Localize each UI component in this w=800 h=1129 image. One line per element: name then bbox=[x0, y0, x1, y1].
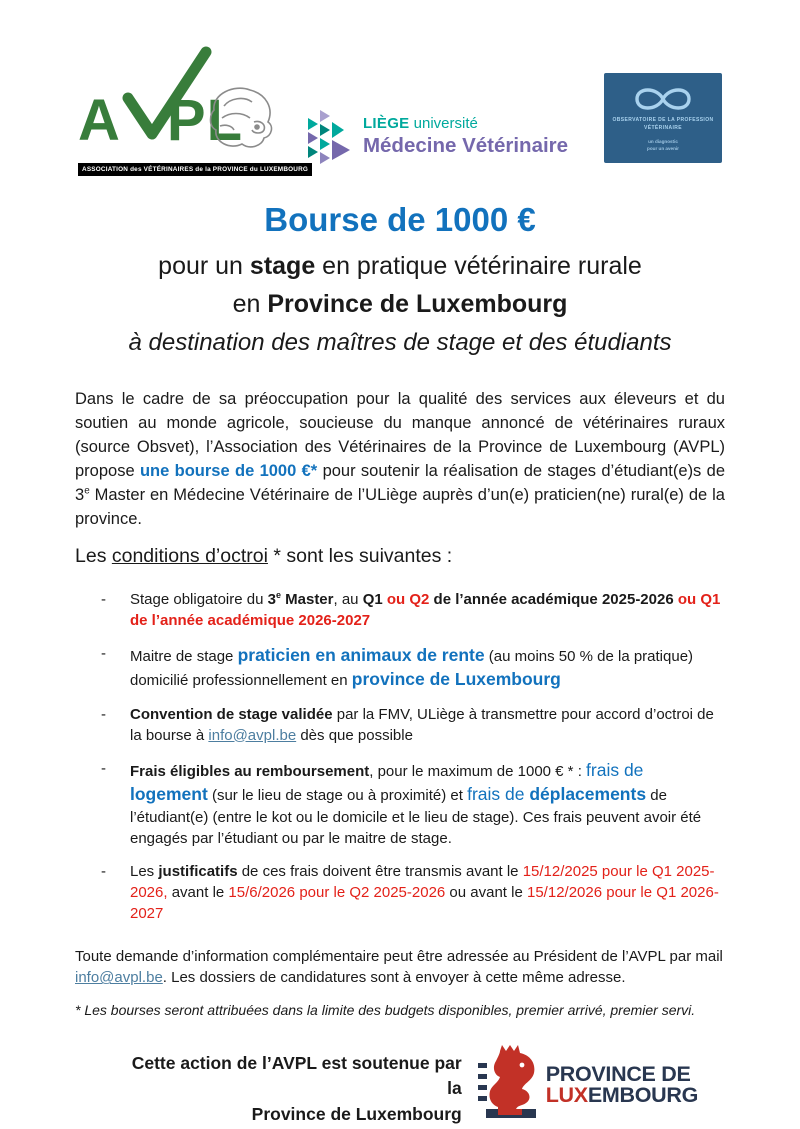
b2-text-2: (au moins 50 % de la pratique) domicilié professionnellement en bbox=[130, 647, 694, 690]
province-luxembourg-logo bbox=[478, 1043, 698, 1127]
footer-support-line2: Province de Luxembourg bbox=[251, 1103, 462, 1124]
b5-text-3: avant le bbox=[167, 883, 229, 901]
footer-support-text bbox=[120, 1051, 462, 1127]
province-logo-text bbox=[545, 1061, 698, 1108]
footer-support-line1: Cette action de l’AVPL est soutenue par la bbox=[131, 1053, 462, 1099]
title-block bbox=[0, 201, 800, 357]
intro-text-2: pour soutenir la réalisation de stages d’étudiant(e)s de 3 bbox=[75, 461, 725, 504]
b1-text-2: , au bbox=[333, 590, 363, 608]
b5-text-4: ou avant le bbox=[445, 883, 527, 901]
bullet-dash: - bbox=[101, 644, 106, 662]
obsvet-tagline-line2: pour un avenir bbox=[647, 145, 679, 151]
footer bbox=[120, 1043, 698, 1127]
b4-fraisde2-blue: frais de bbox=[467, 784, 530, 805]
avpl-logo bbox=[78, 64, 309, 176]
list-item-stage bbox=[101, 589, 725, 631]
uliege-brand-rest: université bbox=[409, 115, 478, 133]
infinity-icon bbox=[631, 81, 695, 117]
intro-text-1: Dans le cadre de sa préoccupation pour la qualité des services aux éleveurs et du soutien au monde agricole, soucieuse du manque annoncé de vétérinaires ruraux (source Obsvet), l’Association des Vétérinaires de la Province de Luxembourg (AVPL) propose bbox=[75, 390, 725, 480]
obsvet-tagline-line1: un diagnostic bbox=[648, 139, 678, 144]
b1-sup-e: e bbox=[275, 589, 281, 600]
bullet-dash: - bbox=[101, 705, 106, 723]
b1-q1-bold: Q1 bbox=[362, 590, 387, 608]
b4-text-3: de l’étudiant(e) (entre le kot ou le domicile et le lieu de stage). Ces frais peuvent avoir été engagés par l’étudiant ou par le maitre de stage. bbox=[130, 787, 702, 847]
avpl-letters-pl: PL bbox=[166, 88, 244, 153]
uliege-brand-bold: LIÈGE bbox=[362, 115, 410, 133]
intro-paragraph bbox=[75, 388, 725, 532]
subtitle2-pre: en bbox=[232, 290, 268, 318]
list-item-justificatifs-text bbox=[130, 861, 725, 924]
b1-3: 3 bbox=[267, 590, 276, 608]
b5-text-2: de ces frais doivent être transmis avant le bbox=[237, 862, 523, 880]
footnote: * Les bourses seront attribuées dans la limite des budgets disponibles, premier arrivé, premier servi. bbox=[75, 1002, 696, 1019]
province-lion-icon bbox=[478, 1043, 540, 1127]
b5-justificatifs-bold: justificatifs bbox=[158, 862, 238, 880]
conditions-heading bbox=[75, 545, 725, 568]
b5-date3-red: 15/12/2026 pour le Q1 2026-2027 bbox=[130, 883, 719, 922]
list-item-convention-text bbox=[130, 704, 725, 746]
obsvet-logo bbox=[604, 73, 722, 163]
avpl-banner-text: ASSOCIATION des VÉTÉRINAIRES de la PROVINCE du LUXEMBOURG bbox=[78, 163, 312, 176]
header-logos bbox=[0, 0, 800, 176]
subtitle1-bold: stage bbox=[249, 252, 316, 280]
list-item-frais-text bbox=[130, 758, 725, 849]
list-item-convention bbox=[101, 704, 725, 746]
b5-text-1: Les bbox=[130, 862, 159, 880]
list-item-maitre-text bbox=[130, 643, 725, 692]
obsvet-title-line2: VÉTÉRINAIRE bbox=[643, 124, 683, 131]
avpl-letter-a: A bbox=[78, 88, 121, 153]
closing-text-1: Toute demande d’information complémentaire peut être adressée au Président de l’AVPL par mail bbox=[75, 947, 723, 965]
b4-deplacements-highlight: déplacements bbox=[529, 784, 647, 805]
uliege-text bbox=[363, 116, 568, 157]
checkmark-icon bbox=[120, 46, 212, 142]
uliege-triangles-icon bbox=[306, 108, 354, 166]
intro-bourse-highlight: une bourse de 1000 €* bbox=[139, 461, 318, 480]
subtitle-line3: à destination des maîtres de stage et des étudiants bbox=[128, 329, 672, 356]
bullet-dash: - bbox=[101, 759, 106, 777]
email-link[interactable]: info@avpl.be bbox=[208, 726, 297, 744]
conditions-heading-pre: Les bbox=[75, 544, 112, 567]
list-item-maitre bbox=[101, 643, 725, 692]
page-title: Bourse de 1000 € bbox=[264, 201, 536, 238]
b1-master-bold bbox=[268, 591, 334, 608]
closing-paragraph bbox=[75, 946, 725, 990]
obsvet-title-line1: OBSERVATOIRE DE LA PROFESSION bbox=[612, 117, 714, 123]
subtitle1-post: en pratique vétérinaire rurale bbox=[315, 252, 642, 280]
uliege-brand bbox=[363, 116, 568, 133]
b1-master: Master bbox=[280, 590, 334, 608]
boar-head-sketch-icon bbox=[204, 82, 276, 154]
province-text-line2 bbox=[546, 1085, 698, 1107]
b4-fraisde-blue: frais de bbox=[586, 759, 644, 780]
subtitle-line2 bbox=[0, 290, 800, 319]
subtitle-line1 bbox=[0, 252, 800, 281]
b5-date2-red: 15/6/2026 pour le Q2 2025-2026 bbox=[228, 883, 446, 901]
province-lux-red: LUX bbox=[545, 1083, 588, 1108]
list-item-stage-text bbox=[130, 589, 725, 631]
b3-convention-bold: Convention de stage validée bbox=[130, 705, 333, 723]
intro-sup-e: e bbox=[84, 485, 90, 497]
b4-text-2: (sur le lieu de stage ou à proximité) et bbox=[207, 787, 468, 805]
subtitle2-bold: Province de Luxembourg bbox=[267, 290, 568, 318]
email-link-footer[interactable]: info@avpl.be bbox=[75, 969, 163, 987]
uliege-logo bbox=[306, 108, 568, 166]
conditions-list bbox=[101, 589, 725, 924]
intro-text-3: Master en Médecine Vétérinaire de l’ULiège auprès d’un(e) praticien(ne) rural(e) de la province. bbox=[75, 485, 725, 528]
bullet-dash: - bbox=[101, 862, 106, 880]
province-text-line1: PROVINCE DE bbox=[545, 1061, 691, 1086]
uliege-dept: Médecine Vétérinaire bbox=[362, 133, 569, 157]
subtitle1-pre: pour un bbox=[158, 252, 250, 280]
list-item-frais bbox=[101, 758, 725, 849]
b1-year2-red: ou Q1 de l’année académique 2026-2027 bbox=[130, 590, 721, 629]
list-item-justificatifs bbox=[101, 861, 725, 924]
b1-q2-red: ou Q2 bbox=[386, 590, 434, 608]
closing-text-2: . Les dossiers de candidatures sont à envoyer à cette même adresse. bbox=[162, 969, 626, 987]
province-embourg: EMBOURG bbox=[587, 1083, 698, 1108]
b2-text-1: Maitre de stage bbox=[130, 647, 238, 665]
bullet-dash: - bbox=[101, 590, 106, 608]
b3-text-2: dès que possible bbox=[296, 726, 413, 744]
b4-logement-highlight: logement bbox=[130, 784, 208, 805]
b3-text-1: par la FMV, ULiège à transmettre pour accord d’octroi de la bourse à bbox=[130, 705, 714, 744]
obsvet-title bbox=[612, 117, 713, 132]
b1-year-bold: de l’année académique 2025-2026 bbox=[433, 590, 678, 608]
b4-frais-bold: Frais éligibles au remboursement bbox=[130, 762, 370, 780]
b1-text-1: Stage obligatoire du bbox=[130, 590, 268, 608]
b2-praticien-highlight: praticien en animaux de rente bbox=[237, 644, 485, 665]
b4-text-1: , pour le maximum de 1000 € * : bbox=[369, 762, 587, 780]
conditions-heading-underlined: conditions d’octroi bbox=[111, 544, 268, 567]
b2-province-highlight: province de Luxembourg bbox=[351, 669, 561, 690]
conditions-heading-post: * sont les suivantes : bbox=[267, 544, 453, 567]
obsvet-tagline bbox=[647, 139, 679, 153]
b5-date1-red: 15/12/2025 pour le Q1 2025-2026, bbox=[130, 862, 715, 901]
